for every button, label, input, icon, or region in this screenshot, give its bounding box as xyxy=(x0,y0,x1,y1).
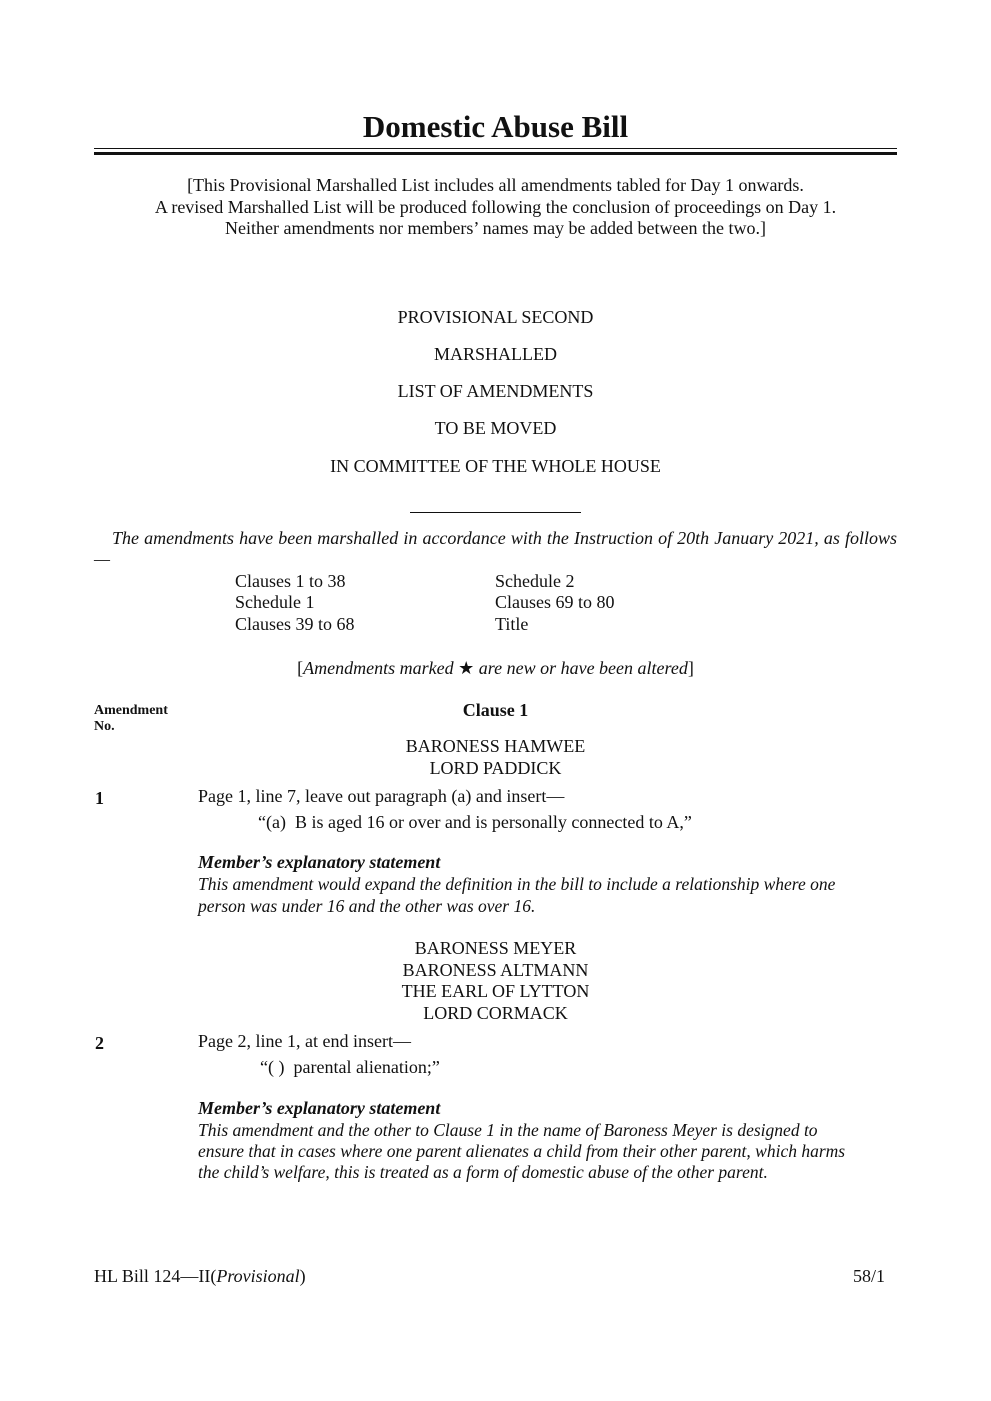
section-divider xyxy=(410,512,581,513)
notice-line: Neither amendments nor members’ names may be added between the two.] xyxy=(225,218,766,238)
member-name: LORD PADDICK xyxy=(429,758,562,778)
statement-line: This amendment and the other to Clause 1 in the name of Baroness Meyer is designed to xyxy=(198,1120,818,1140)
member-name: LORD CORMACK xyxy=(423,1003,568,1023)
bracket: ] xyxy=(687,658,694,678)
member-name: BARONESS MEYER xyxy=(414,938,577,958)
footer-bill-reference xyxy=(94,1265,306,1287)
amendment-text: Page 1, line 7, leave out paragraph (a) and insert— xyxy=(198,786,565,806)
star-note-text: Amendments marked xyxy=(303,658,454,678)
heading-line: MARSHALLED xyxy=(433,344,557,364)
title-rule-thin xyxy=(94,148,897,149)
document-title: Domestic Abuse Bill xyxy=(362,109,629,144)
star-note xyxy=(0,657,991,679)
bill-ref-italic: Provisional xyxy=(216,1266,300,1286)
order-item: Clauses 39 to 68 xyxy=(235,614,355,634)
amendment-no-label: No. xyxy=(94,719,115,734)
amendment-number: 1 xyxy=(95,788,104,808)
statement-line: the child’s welfare, this is treated as a form of domestic abuse of the other parent. xyxy=(198,1162,768,1182)
title-rule-thick xyxy=(94,152,897,155)
notice-line: [This Provisional Marshalled List includes all amendments tabled for Day 1 onwards. xyxy=(187,175,804,195)
statement-line: This amendment would expand the definition in the bill to include a relationship where one xyxy=(198,874,836,894)
amendment-no-label: Amendment xyxy=(94,703,168,718)
order-item: Schedule 2 xyxy=(495,571,575,591)
heading-line: PROVISIONAL SECOND xyxy=(397,307,594,327)
statement-line: person was under 16 and the other was over 16. xyxy=(198,896,536,916)
footer-page-number: 58/1 xyxy=(852,1266,885,1286)
instruction-text: The amendments have been marshalled in accordance with the Instruction of 20th January 2021, as follows— xyxy=(94,528,897,569)
statement-line: ensure that in cases where one parent alienates a child from their other parent, which harms xyxy=(198,1141,846,1161)
amendment-insert: “(a) B is aged 16 or over and is personally connected to A,” xyxy=(258,812,692,832)
bill-ref-close: ) xyxy=(299,1266,306,1286)
order-item: Schedule 1 xyxy=(235,592,315,612)
heading-line: LIST OF AMENDMENTS xyxy=(397,381,594,401)
amendment-number: 2 xyxy=(95,1033,104,1053)
clause-heading: Clause 1 xyxy=(462,700,529,720)
star-note-text: are new or have been altered xyxy=(478,658,688,678)
statement-heading: Member’s explanatory statement xyxy=(198,1098,441,1118)
heading-line: TO BE MOVED xyxy=(434,418,557,438)
order-item: Clauses 1 to 38 xyxy=(235,571,346,591)
member-name: BARONESS HAMWEE xyxy=(405,736,586,756)
member-name: BARONESS ALTMANN xyxy=(402,960,589,980)
bracket: [ xyxy=(297,658,304,678)
bill-ref: HL Bill 124—II( xyxy=(94,1266,217,1286)
statement-heading: Member’s explanatory statement xyxy=(198,852,441,872)
order-item: Title xyxy=(495,614,529,634)
amendment-text: Page 2, line 1, at end insert— xyxy=(198,1031,411,1051)
notice-line: A revised Marshalled List will be produced following the conclusion of proceedings on Day 1. xyxy=(154,197,837,217)
member-name: THE EARL OF LYTTON xyxy=(401,981,590,1001)
order-item: Clauses 69 to 80 xyxy=(495,592,615,612)
amendment-insert: “( ) parental alienation;” xyxy=(260,1057,440,1077)
heading-line: IN COMMITTEE OF THE WHOLE HOUSE xyxy=(330,456,661,476)
star-icon: ★ xyxy=(458,658,475,678)
